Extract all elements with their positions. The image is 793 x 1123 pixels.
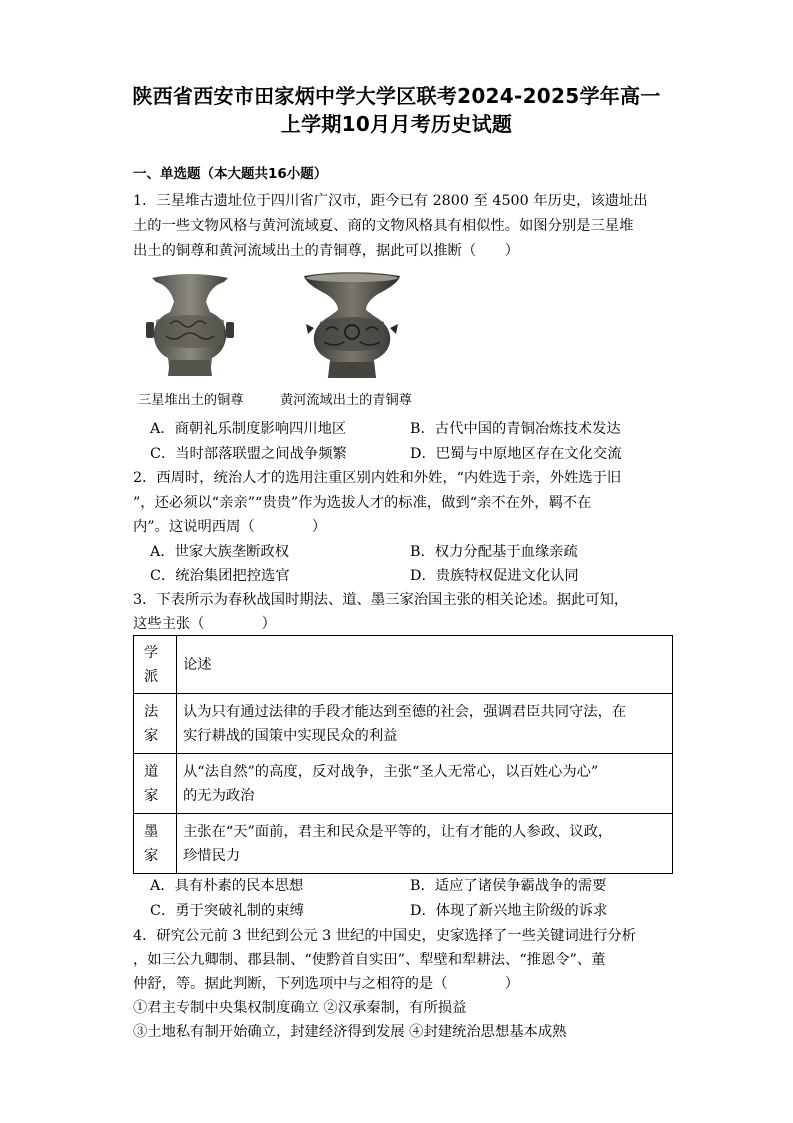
table-row [134, 754, 673, 814]
q2-option-c[interactable]: C．统治集团把控选官 [150, 568, 290, 584]
q2-option-a[interactable]: A．世家大族垄断政权 [150, 544, 289, 560]
q3-option-d[interactable]: D．体现了新兴地主阶级的诉求 [410, 903, 608, 919]
q2-option-b[interactable]: B．权力分配基于血缘亲疏 [410, 544, 578, 560]
q4-statement-line-2: ③土地私有制开始确立，封建经济得到发展 ④封建统治思想基本成熟 [133, 1024, 567, 1040]
q2-stem-line-2: ”，还必须以“亲亲”“贵贵”作为选拔人才的标准，做到“亲不在外，羁不在 [133, 495, 592, 511]
table-cell-statement: 主张在“天”面前，君主和民众是平等的，让有才能的人参政、议政， 珍惜民力 [177, 814, 673, 874]
q3-stem-line-1: 3．下表所示为春秋战国时期法、道、墨三家治国主张的相关论述。据此可知， [133, 592, 629, 608]
q1-option-c[interactable]: C．当时部落联盟之间战争频繁 [150, 446, 347, 462]
table-row [134, 694, 673, 754]
table-cell-statement: 认为只有通过法律的手段才能达到至德的社会，强调君臣共同守法，在 实行耕战的国策中实现民众的利益 [177, 694, 673, 754]
q1-image-caption-2: 黄河流域出土的青铜尊 [280, 393, 412, 408]
q1-stem-line-1: 1．三星堆古遗址位于四川省广汉市，距今已有 2800 至 4500 年历史，该遗址出 [133, 193, 648, 209]
q4-stem-line-3: 仲舒，等。据此判断，下列选项中与之相符的是（ ） [133, 976, 520, 992]
q2-stem-line-3: 内”。这说明西周（ ） [133, 519, 327, 535]
q2-option-d[interactable]: D．贵族特权促进文化认同 [410, 568, 579, 584]
table-header-school: 学 派 [134, 636, 177, 694]
q1-stem-line-3: 出土的铜尊和黄河流域出土的青铜尊，据此可以推断（ ） [133, 243, 520, 259]
q1-option-d[interactable]: D．巴蜀与中原地区存在文化交流 [410, 446, 622, 462]
q3-stem-line-2: 这些主张（ ） [133, 616, 276, 632]
table-cell-school: 法 家 [134, 694, 177, 754]
table-cell-school: 道 家 [134, 754, 177, 814]
title-line-1: 陕西省西安市田家炳中学大学区联考2024-2025学年高一 [132, 84, 661, 108]
q1-image-caption-1: 三星堆出土的铜尊 [138, 393, 244, 408]
table-cell-school: 墨 家 [134, 814, 177, 874]
q3-option-b[interactable]: B．适应了诸侯争霸战争的需要 [410, 878, 607, 894]
q3-option-c[interactable]: C．勇于突破礼制的束缚 [150, 903, 304, 919]
q1-option-a[interactable]: A．商朝礼乐制度影响四川地区 [150, 421, 347, 437]
table-cell-statement: 从“法自然”的高度，反对战争，主张“圣人无常心，以百姓心为心” 的无为政治 [177, 754, 673, 814]
q2-stem-line-1: 2．西周时，统治人才的选用注重区别内姓和外姓，“内姓选于亲，外姓选于旧 [133, 470, 622, 486]
q3-option-a[interactable]: A．具有朴素的民本思想 [150, 878, 304, 894]
q1-option-b[interactable]: B．古代中国的青铜冶炼技术发达 [410, 421, 621, 437]
q4-statement-line-1: ①君主专制中央集权制度确立 ②汉承秦制，有所损益 [133, 1000, 467, 1016]
table-row [134, 814, 673, 874]
title-line-2: 上学期10月月考历史试题 [280, 112, 513, 136]
q3-schools-table [133, 635, 673, 874]
q4-stem-line-1: 4．研究公元前 3 世纪到公元 3 世纪的中国史，史家选择了一些关键词进行分析 [133, 928, 636, 944]
sanxingdui-bronze-zun-image [140, 272, 240, 384]
q1-stem-line-2: 土的一些文物风格与黄河流域夏、商的文物风格具有相似性。如图分别是三星堆 [133, 218, 634, 234]
yellow-river-bronze-zun-image [300, 272, 404, 384]
table-header-row [134, 636, 673, 694]
section-heading: 一、单选题（本大题共16小题） [133, 166, 328, 182]
q4-stem-line-2: ，如三公九卿制、郡县制、“使黔首自实田”、犁壁和犁耕法、“推恩令”、董 [133, 952, 606, 968]
table-header-statement: 论述 [177, 636, 673, 694]
